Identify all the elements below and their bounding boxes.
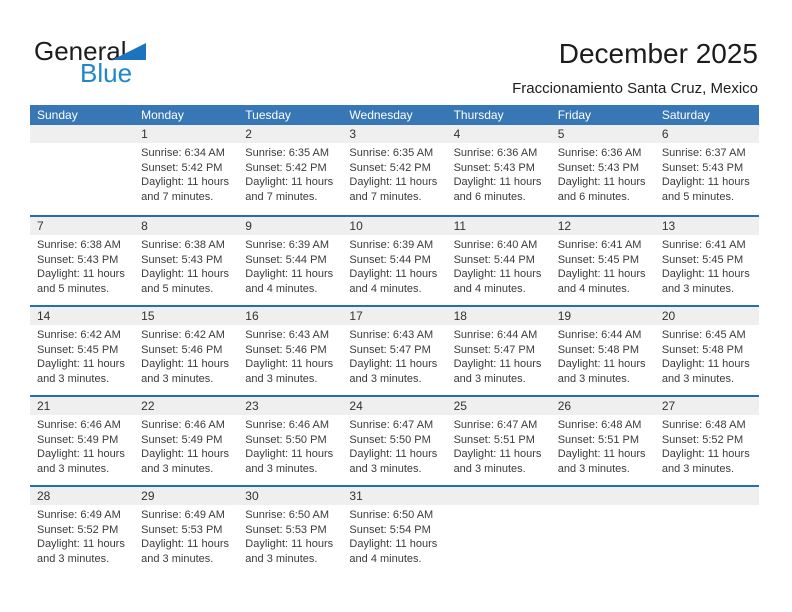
day-details-5 bbox=[551, 143, 655, 204]
day-details-2 bbox=[238, 143, 342, 204]
day-details-8 bbox=[134, 235, 238, 296]
sunset-text: Sunset: 5:43 PM bbox=[557, 161, 640, 174]
daylight-text-line2: and 3 minutes. bbox=[37, 462, 110, 475]
sunset-text: Sunset: 5:43 PM bbox=[453, 161, 535, 174]
daylight-text-line1: Daylight: 11 hours bbox=[453, 176, 542, 188]
sunset-text: Sunset: 5:48 PM bbox=[557, 343, 640, 356]
daylight-text-line1: Daylight: 11 hours bbox=[349, 538, 438, 550]
sunrise-text: Sunrise: 6:49 AM bbox=[141, 509, 225, 521]
week-row-4 bbox=[30, 395, 759, 485]
sunset-text: Sunset: 5:49 PM bbox=[37, 433, 119, 446]
day-cell-21 bbox=[30, 397, 134, 485]
day-number-19: 19 bbox=[551, 307, 655, 325]
weekday-header-thursday: Thursday bbox=[453, 108, 504, 122]
sunset-text: Sunset: 5:49 PM bbox=[141, 433, 223, 446]
day-cell-6 bbox=[655, 125, 759, 215]
daylight-text-line1: Daylight: 11 hours bbox=[245, 358, 334, 370]
daylight-text-line2: and 3 minutes. bbox=[661, 282, 734, 295]
sunset-text: Sunset: 5:51 PM bbox=[453, 433, 535, 446]
sunset-text: Sunset: 5:43 PM bbox=[37, 253, 119, 266]
day-cell-empty bbox=[655, 487, 759, 575]
day-cell-2 bbox=[238, 125, 342, 215]
sunrise-text: Sunrise: 6:35 AM bbox=[245, 147, 330, 159]
sunrise-text: Sunrise: 6:50 AM bbox=[349, 509, 434, 521]
day-details-27 bbox=[655, 415, 759, 476]
sunrise-text: Sunrise: 6:46 AM bbox=[37, 419, 121, 431]
day-number-4: 4 bbox=[447, 125, 551, 143]
daylight-text-line2: and 5 minutes. bbox=[141, 282, 214, 295]
sunrise-text: Sunrise: 6:39 AM bbox=[245, 239, 330, 251]
day-number-empty bbox=[30, 125, 134, 143]
daylight-text-line2: and 3 minutes. bbox=[661, 372, 734, 385]
day-details-24 bbox=[342, 415, 446, 476]
day-number-14: 14 bbox=[30, 307, 134, 325]
week-row-1 bbox=[30, 125, 759, 215]
sunrise-text: Sunrise: 6:44 AM bbox=[557, 329, 642, 341]
sunset-text: Sunset: 5:47 PM bbox=[453, 343, 535, 356]
daylight-text-line1: Daylight: 11 hours bbox=[37, 448, 125, 460]
day-cell-18 bbox=[447, 307, 551, 395]
day-number-23: 23 bbox=[238, 397, 342, 415]
weekday-header-friday: Friday bbox=[557, 108, 592, 122]
day-cell-12 bbox=[551, 217, 655, 305]
daylight-text-line2: and 7 minutes. bbox=[349, 190, 422, 203]
sunset-text: Sunset: 5:44 PM bbox=[245, 253, 327, 266]
day-cell-5 bbox=[551, 125, 655, 215]
day-cell-26 bbox=[551, 397, 655, 485]
day-details-31 bbox=[342, 505, 446, 566]
daylight-text-line1: Daylight: 11 hours bbox=[245, 538, 334, 550]
sunset-text: Sunset: 5:50 PM bbox=[245, 433, 327, 446]
day-cell-25 bbox=[447, 397, 551, 485]
day-details-10 bbox=[342, 235, 446, 296]
day-number-5: 5 bbox=[551, 125, 655, 143]
daylight-text-line2: and 4 minutes. bbox=[349, 552, 422, 565]
day-number-12: 12 bbox=[551, 217, 655, 235]
calendar-december-2025 bbox=[30, 105, 759, 575]
sunset-text: Sunset: 5:44 PM bbox=[453, 253, 535, 266]
sunset-text: Sunset: 5:42 PM bbox=[349, 161, 431, 174]
day-cell-14 bbox=[30, 307, 134, 395]
sunset-text: Sunset: 5:45 PM bbox=[661, 253, 744, 266]
daylight-text-line1: Daylight: 11 hours bbox=[141, 176, 229, 188]
daylight-text-line1: Daylight: 11 hours bbox=[37, 538, 125, 550]
daylight-text-line1: Daylight: 11 hours bbox=[661, 448, 750, 460]
daylight-text-line2: and 4 minutes. bbox=[557, 282, 630, 295]
sunrise-text: Sunrise: 6:43 AM bbox=[245, 329, 330, 341]
daylight-text-line1: Daylight: 11 hours bbox=[453, 358, 542, 370]
day-number-3: 3 bbox=[342, 125, 446, 143]
day-number-16: 16 bbox=[238, 307, 342, 325]
daylight-text-line2: and 6 minutes. bbox=[557, 190, 630, 203]
day-details-26 bbox=[551, 415, 655, 476]
sunset-text: Sunset: 5:43 PM bbox=[141, 253, 223, 266]
daylight-text-line1: Daylight: 11 hours bbox=[557, 358, 646, 370]
daylight-text-line1: Daylight: 11 hours bbox=[349, 268, 438, 280]
day-details-1 bbox=[134, 143, 238, 204]
day-number-31: 31 bbox=[342, 487, 446, 505]
day-cell-28 bbox=[30, 487, 134, 575]
daylight-text-line2: and 4 minutes. bbox=[349, 282, 422, 295]
page-title: December 2025 bbox=[558, 38, 758, 69]
day-cell-15 bbox=[134, 307, 238, 395]
sunrise-text: Sunrise: 6:44 AM bbox=[453, 329, 538, 341]
daylight-text-line2: and 3 minutes. bbox=[349, 462, 422, 475]
weekday-header-tuesday: Tuesday bbox=[245, 108, 291, 122]
day-number-2: 2 bbox=[238, 125, 342, 143]
week-row-3 bbox=[30, 305, 759, 395]
day-number-30: 30 bbox=[238, 487, 342, 505]
daylight-text-line1: Daylight: 11 hours bbox=[37, 268, 125, 280]
daylight-text-line1: Daylight: 11 hours bbox=[557, 448, 646, 460]
day-cell-30 bbox=[238, 487, 342, 575]
day-cell-20 bbox=[655, 307, 759, 395]
sunrise-text: Sunrise: 6:36 AM bbox=[557, 147, 642, 159]
sunset-text: Sunset: 5:53 PM bbox=[245, 523, 327, 536]
day-details-11 bbox=[447, 235, 551, 296]
daylight-text-line2: and 4 minutes. bbox=[453, 282, 526, 295]
day-details-20 bbox=[655, 325, 759, 386]
sunrise-text: Sunrise: 6:42 AM bbox=[37, 329, 121, 341]
sunset-text: Sunset: 5:47 PM bbox=[349, 343, 431, 356]
day-details-22 bbox=[134, 415, 238, 476]
day-number-empty bbox=[655, 487, 759, 505]
sunrise-text: Sunrise: 6:46 AM bbox=[245, 419, 330, 431]
sunrise-text: Sunrise: 6:48 AM bbox=[557, 419, 642, 431]
sunset-text: Sunset: 5:45 PM bbox=[557, 253, 640, 266]
daylight-text-line2: and 7 minutes. bbox=[245, 190, 318, 203]
day-details-23 bbox=[238, 415, 342, 476]
sunrise-text: Sunrise: 6:50 AM bbox=[245, 509, 330, 521]
daylight-text-line1: Daylight: 11 hours bbox=[245, 268, 334, 280]
daylight-text-line1: Daylight: 11 hours bbox=[245, 176, 334, 188]
day-number-6: 6 bbox=[655, 125, 759, 143]
day-details-30 bbox=[238, 505, 342, 566]
day-number-17: 17 bbox=[342, 307, 446, 325]
day-cell-8 bbox=[134, 217, 238, 305]
day-number-8: 8 bbox=[134, 217, 238, 235]
sunset-text: Sunset: 5:54 PM bbox=[349, 523, 431, 536]
day-details-15 bbox=[134, 325, 238, 386]
day-details-19 bbox=[551, 325, 655, 386]
day-number-11: 11 bbox=[447, 217, 551, 235]
day-number-21: 21 bbox=[30, 397, 134, 415]
daylight-text-line2: and 5 minutes. bbox=[661, 190, 734, 203]
daylight-text-line1: Daylight: 11 hours bbox=[453, 448, 542, 460]
general-blue-logo bbox=[34, 36, 164, 88]
sunset-text: Sunset: 5:44 PM bbox=[349, 253, 431, 266]
daylight-text-line2: and 3 minutes. bbox=[349, 372, 422, 385]
day-number-18: 18 bbox=[447, 307, 551, 325]
day-details-14 bbox=[30, 325, 134, 386]
day-cell-29 bbox=[134, 487, 238, 575]
daylight-text-line2: and 6 minutes. bbox=[453, 190, 526, 203]
daylight-text-line1: Daylight: 11 hours bbox=[661, 176, 750, 188]
day-cell-4 bbox=[447, 125, 551, 215]
daylight-text-line2: and 3 minutes. bbox=[557, 462, 630, 475]
day-cell-31 bbox=[342, 487, 446, 575]
day-number-13: 13 bbox=[655, 217, 759, 235]
day-cell-empty bbox=[30, 125, 134, 215]
day-cell-empty bbox=[447, 487, 551, 575]
daylight-text-line2: and 3 minutes. bbox=[141, 552, 214, 565]
sunset-text: Sunset: 5:42 PM bbox=[245, 161, 327, 174]
day-details-29 bbox=[134, 505, 238, 566]
day-number-10: 10 bbox=[342, 217, 446, 235]
sunset-text: Sunset: 5:43 PM bbox=[661, 161, 744, 174]
sunset-text: Sunset: 5:52 PM bbox=[37, 523, 119, 536]
day-number-29: 29 bbox=[134, 487, 238, 505]
day-number-20: 20 bbox=[655, 307, 759, 325]
daylight-text-line2: and 3 minutes. bbox=[141, 462, 214, 475]
day-number-24: 24 bbox=[342, 397, 446, 415]
daylight-text-line1: Daylight: 11 hours bbox=[141, 538, 229, 550]
weekday-header-wednesday: Wednesday bbox=[349, 108, 413, 122]
daylight-text-line1: Daylight: 11 hours bbox=[453, 268, 542, 280]
day-details-25 bbox=[447, 415, 551, 476]
daylight-text-line1: Daylight: 11 hours bbox=[349, 358, 438, 370]
daylight-text-line2: and 3 minutes. bbox=[245, 372, 318, 385]
day-details-9 bbox=[238, 235, 342, 296]
day-details-12 bbox=[551, 235, 655, 296]
day-details-13 bbox=[655, 235, 759, 296]
day-cell-11 bbox=[447, 217, 551, 305]
sunset-text: Sunset: 5:46 PM bbox=[141, 343, 223, 356]
daylight-text-line1: Daylight: 11 hours bbox=[557, 268, 646, 280]
daylight-text-line1: Daylight: 11 hours bbox=[557, 176, 646, 188]
sunrise-text: Sunrise: 6:39 AM bbox=[349, 239, 434, 251]
sunrise-text: Sunrise: 6:38 AM bbox=[37, 239, 121, 251]
week-row-2 bbox=[30, 215, 759, 305]
day-details-18 bbox=[447, 325, 551, 386]
sunrise-text: Sunrise: 6:45 AM bbox=[661, 329, 746, 341]
daylight-text-line2: and 3 minutes. bbox=[245, 462, 318, 475]
daylight-text-line2: and 3 minutes. bbox=[661, 462, 734, 475]
daylight-text-line1: Daylight: 11 hours bbox=[37, 358, 125, 370]
day-number-26: 26 bbox=[551, 397, 655, 415]
daylight-text-line2: and 5 minutes. bbox=[37, 282, 110, 295]
sunrise-text: Sunrise: 6:48 AM bbox=[661, 419, 746, 431]
day-cell-1 bbox=[134, 125, 238, 215]
day-cell-24 bbox=[342, 397, 446, 485]
sunrise-text: Sunrise: 6:43 AM bbox=[349, 329, 434, 341]
daylight-text-line2: and 3 minutes. bbox=[453, 372, 526, 385]
daylight-text-line2: and 3 minutes. bbox=[37, 372, 110, 385]
day-cell-17 bbox=[342, 307, 446, 395]
weekday-header-sunday: Sunday bbox=[37, 108, 78, 122]
sunset-text: Sunset: 5:50 PM bbox=[349, 433, 431, 446]
week-row-5 bbox=[30, 485, 759, 575]
sunrise-text: Sunrise: 6:41 AM bbox=[557, 239, 642, 251]
sunrise-text: Sunrise: 6:42 AM bbox=[141, 329, 225, 341]
sunrise-text: Sunrise: 6:34 AM bbox=[141, 147, 225, 159]
daylight-text-line2: and 7 minutes. bbox=[141, 190, 214, 203]
sunrise-text: Sunrise: 6:41 AM bbox=[661, 239, 746, 251]
daylight-text-line1: Daylight: 11 hours bbox=[661, 268, 750, 280]
day-cell-10 bbox=[342, 217, 446, 305]
day-cell-16 bbox=[238, 307, 342, 395]
day-cell-9 bbox=[238, 217, 342, 305]
day-number-28: 28 bbox=[30, 487, 134, 505]
day-details-6 bbox=[655, 143, 759, 204]
day-cell-22 bbox=[134, 397, 238, 485]
weekday-header-saturday: Saturday bbox=[661, 108, 710, 122]
logo-text-general: General bbox=[34, 36, 127, 66]
day-cell-7 bbox=[30, 217, 134, 305]
sunrise-text: Sunrise: 6:38 AM bbox=[141, 239, 225, 251]
weekday-header-monday: Monday bbox=[141, 108, 184, 122]
sunset-text: Sunset: 5:53 PM bbox=[141, 523, 223, 536]
sunrise-text: Sunrise: 6:46 AM bbox=[141, 419, 225, 431]
daylight-text-line1: Daylight: 11 hours bbox=[141, 358, 229, 370]
day-cell-3 bbox=[342, 125, 446, 215]
daylight-text-line2: and 3 minutes. bbox=[557, 372, 630, 385]
day-number-7: 7 bbox=[30, 217, 134, 235]
sunset-text: Sunset: 5:51 PM bbox=[557, 433, 640, 446]
daylight-text-line2: and 3 minutes. bbox=[453, 462, 526, 475]
day-cell-empty bbox=[551, 487, 655, 575]
daylight-text-line2: and 3 minutes. bbox=[245, 552, 318, 565]
sunset-text: Sunset: 5:52 PM bbox=[661, 433, 744, 446]
sunrise-text: Sunrise: 6:47 AM bbox=[453, 419, 538, 431]
day-number-empty bbox=[551, 487, 655, 505]
day-cell-19 bbox=[551, 307, 655, 395]
page-subtitle: Fraccionamiento Santa Cruz, Mexico bbox=[512, 80, 758, 97]
sunrise-text: Sunrise: 6:36 AM bbox=[453, 147, 538, 159]
daylight-text-line1: Daylight: 11 hours bbox=[349, 448, 438, 460]
day-details-3 bbox=[342, 143, 446, 204]
day-number-25: 25 bbox=[447, 397, 551, 415]
daylight-text-line1: Daylight: 11 hours bbox=[141, 268, 229, 280]
daylight-text-line1: Daylight: 11 hours bbox=[349, 176, 438, 188]
logo-text-blue: Blue bbox=[80, 58, 133, 88]
day-number-9: 9 bbox=[238, 217, 342, 235]
sunrise-text: Sunrise: 6:47 AM bbox=[349, 419, 434, 431]
sunrise-text: Sunrise: 6:37 AM bbox=[661, 147, 746, 159]
daylight-text-line1: Daylight: 11 hours bbox=[245, 448, 334, 460]
day-number-empty bbox=[447, 487, 551, 505]
day-details-16 bbox=[238, 325, 342, 386]
day-cell-13 bbox=[655, 217, 759, 305]
day-cell-23 bbox=[238, 397, 342, 485]
day-details-28 bbox=[30, 505, 134, 566]
daylight-text-line2: and 3 minutes. bbox=[37, 552, 110, 565]
daylight-text-line2: and 4 minutes. bbox=[245, 282, 318, 295]
sunset-text: Sunset: 5:48 PM bbox=[661, 343, 744, 356]
day-number-15: 15 bbox=[134, 307, 238, 325]
sunrise-text: Sunrise: 6:49 AM bbox=[37, 509, 121, 521]
sunset-text: Sunset: 5:46 PM bbox=[245, 343, 327, 356]
daylight-text-line1: Daylight: 11 hours bbox=[141, 448, 229, 460]
day-details-4 bbox=[447, 143, 551, 204]
day-details-21 bbox=[30, 415, 134, 476]
sunset-text: Sunset: 5:42 PM bbox=[141, 161, 223, 174]
sunset-text: Sunset: 5:45 PM bbox=[37, 343, 119, 356]
sunrise-text: Sunrise: 6:35 AM bbox=[349, 147, 434, 159]
daylight-text-line2: and 3 minutes. bbox=[141, 372, 214, 385]
day-cell-27 bbox=[655, 397, 759, 485]
sunrise-text: Sunrise: 6:40 AM bbox=[453, 239, 538, 251]
weekday-header-row bbox=[30, 105, 759, 125]
daylight-text-line1: Daylight: 11 hours bbox=[661, 358, 750, 370]
day-details-17 bbox=[342, 325, 446, 386]
day-number-22: 22 bbox=[134, 397, 238, 415]
day-details-7 bbox=[30, 235, 134, 296]
day-number-1: 1 bbox=[134, 125, 238, 143]
day-number-27: 27 bbox=[655, 397, 759, 415]
